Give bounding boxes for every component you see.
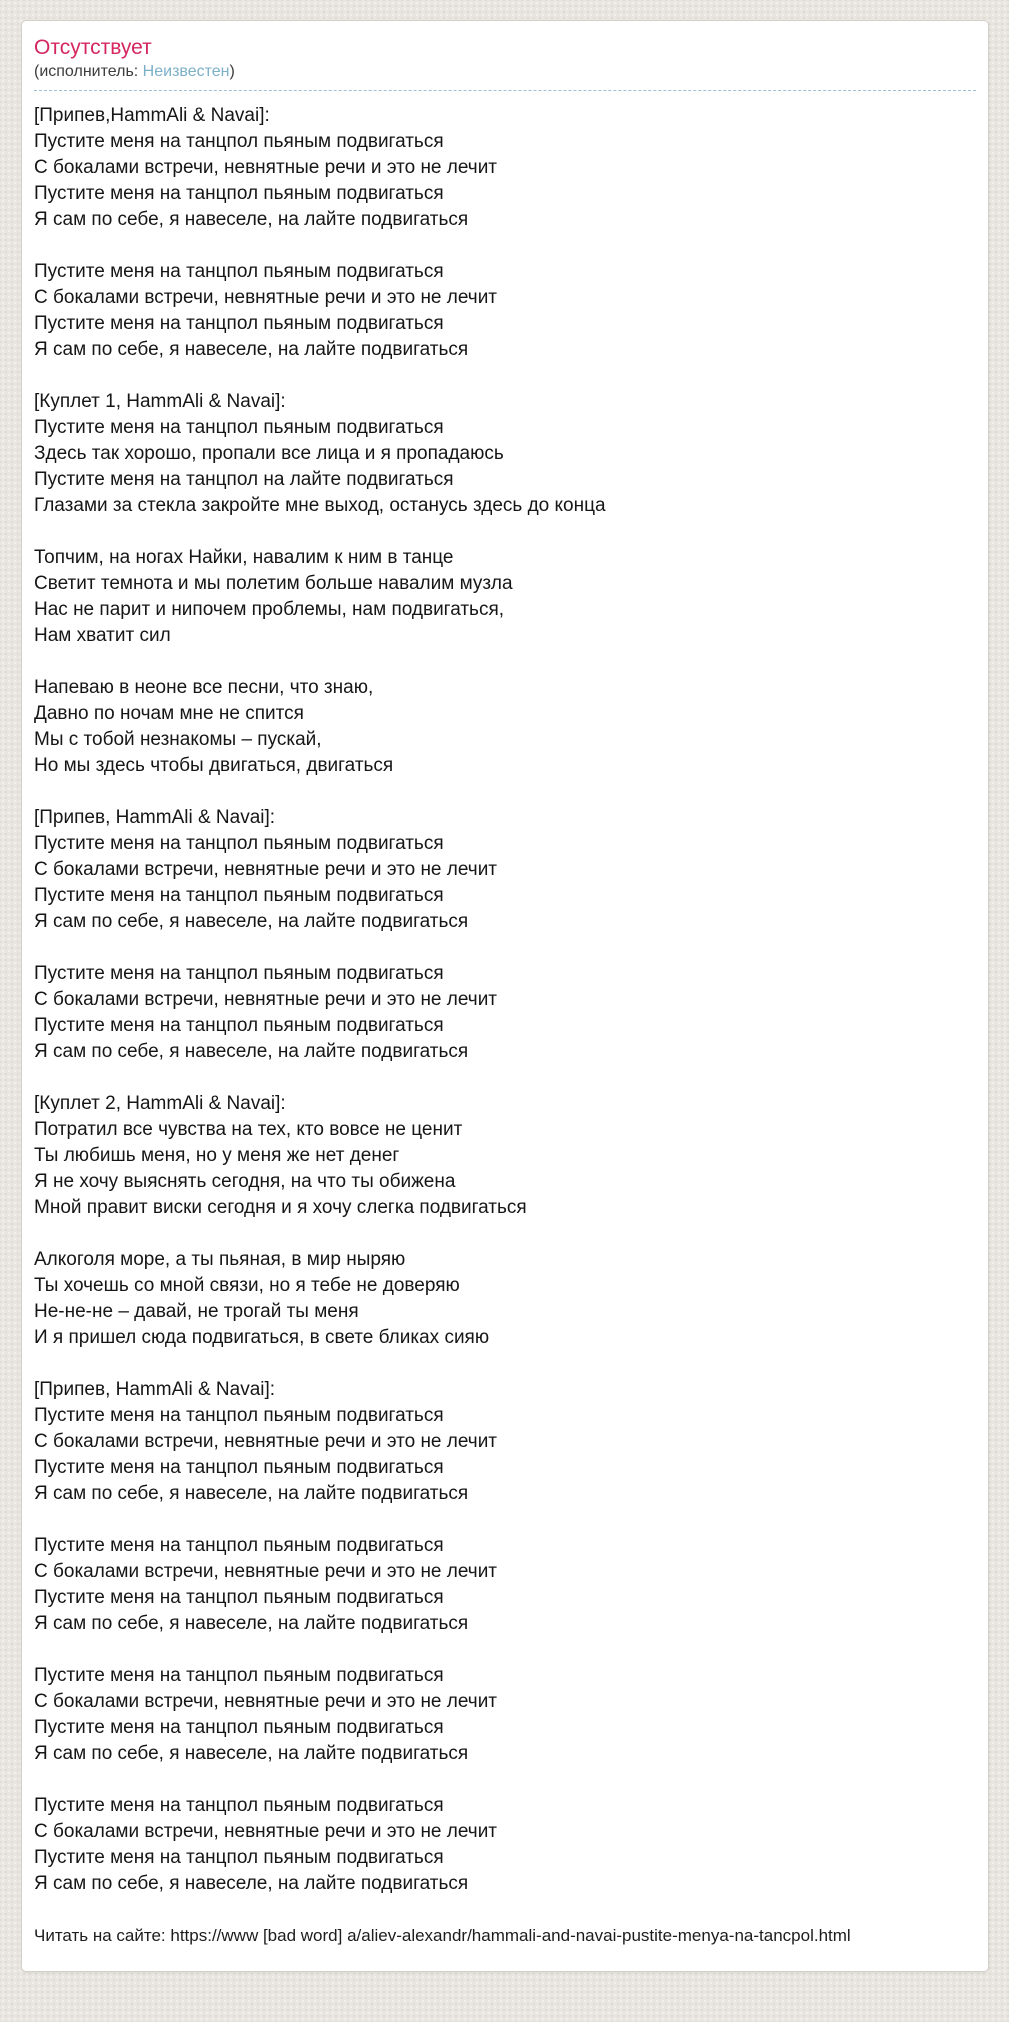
artist-label-prefix: (исполнитель: [34,63,139,80]
lyric-line: С бокалами встречи, невнятные речи и это не лечит [34,1431,498,1452]
lyric-line: Я сам по себе, я навеселе, на лайте подвигаться [34,1743,469,1764]
lyric-line: Не-не-не – давай, не трогай ты меня [34,1301,359,1322]
lyric-line: Пустите меня на танцпол пьяным подвигаться [34,1457,444,1478]
lyric-line: Мной правит виски сегодня и я хочу слегка подвигаться [34,1197,527,1218]
lyric-line: Я сам по себе, я навеселе, на лайте подвигаться [34,1873,469,1894]
lyric-line: Пустите меня на танцпол пьяным подвигаться [34,1665,444,1686]
lyric-line: Топчим, на ногах Найки, навалим к ним в танце [34,547,454,568]
lyric-line: [Куплет 2, HammAli & Navai]: [34,1093,286,1114]
lyric-line: Я сам по себе, я навеселе, на лайте подвигаться [34,209,469,230]
lyric-line: Я сам по себе, я навеселе, на лайте подвигаться [34,1613,469,1634]
lyrics-block [34,961,976,1065]
lyric-line: Я сам по себе, я навеселе, на лайте подвигаться [34,1483,469,1504]
artist-link[interactable]: Неизвестен [142,63,230,80]
song-title-link[interactable]: Отсутствует [34,36,152,59]
lyric-line: Пустите меня на танцпол пьяным подвигаться [34,261,444,282]
lyric-line: Светит темнота и мы полетим больше навалим музла [34,573,513,594]
lyric-line: Пустите меня на танцпол пьяным подвигаться [34,1847,444,1868]
lyric-line: Пустите меня на танцпол пьяным подвигаться [34,1795,444,1816]
lyric-line: Пустите меня на танцпол пьяным подвигаться [34,1717,444,1738]
lyric-line: Мы с тобой незнакомы – пускай, [34,729,322,750]
lyrics-block [34,1793,976,1897]
lyric-line: [Куплет 1, HammAli & Navai]: [34,391,286,412]
lyric-line: Пустите меня на танцпол пьяным подвигаться [34,313,444,334]
lyric-line: Пустите меня на танцпол пьяным подвигаться [34,1015,444,1036]
lyric-line: Пустите меня на танцпол на лайте подвигаться [34,469,454,490]
lyrics-block [34,1533,976,1637]
song-header [34,33,976,91]
lyric-line: Пустите меня на танцпол пьяным подвигаться [34,417,444,438]
lyric-line: Пустите меня на танцпол пьяным подвигаться [34,1535,444,1556]
lyric-line: С бокалами встречи, невнятные речи и это не лечит [34,1821,498,1842]
lyric-line: Ты хочешь со мной связи, но я тебе не доверяю [34,1275,460,1296]
lyrics-card [21,20,989,1972]
lyric-line: Давно по ночам мне не спится [34,703,304,724]
lyric-line: Пустите меня на танцпол пьяным подвигаться [34,963,444,984]
lyric-line: С бокалами встречи, невнятные речи и это не лечит [34,287,498,308]
lyric-line: [Припев, HammAli & Navai]: [34,807,276,828]
lyrics-block [34,1247,976,1351]
lyric-line: Пустите меня на танцпол пьяным подвигаться [34,1587,444,1608]
lyric-line: Алкоголя море, а ты пьяная, в мир ныряю [34,1249,406,1270]
lyric-line: Здесь так хорошо, пропали все лица и я пропадаюсь [34,443,504,464]
lyric-line: С бокалами встречи, невнятные речи и это не лечит [34,1561,498,1582]
lyric-line: Нас не парит и нипочем проблемы, нам подвигаться, [34,599,505,620]
lyrics-block [34,1663,976,1767]
lyrics-block [34,103,976,233]
lyric-line: С бокалами встречи, невнятные речи и это не лечит [34,1691,498,1712]
lyric-line: Я не хочу выяснять сегодня, на что ты обижена [34,1171,456,1192]
lyrics-block [34,259,976,363]
lyric-line: [Припев,HammAli & Navai]: [34,105,270,126]
lyric-line: Но мы здесь чтобы двигаться, двигаться [34,755,394,776]
lyric-line: С бокалами встречи, невнятные речи и это не лечит [34,859,498,880]
lyric-line: Я сам по себе, я навеселе, на лайте подвигаться [34,911,469,932]
lyrics-block [34,1377,976,1507]
lyric-line: Пустите меня на танцпол пьяным подвигаться [34,131,444,152]
lyrics-block [34,805,976,935]
lyric-line: Нам хватит сил [34,625,171,646]
lyric-line: С бокалами встречи, невнятные речи и это не лечит [34,157,498,178]
lyric-line: Ты любишь меня, но у меня же нет денег [34,1145,400,1166]
lyric-line: Пустите меня на танцпол пьяным подвигаться [34,1405,444,1426]
lyric-line: Напеваю в неоне все песни, что знаю, [34,677,374,698]
lyric-line: Пустите меня на танцпол пьяным подвигаться [34,885,444,906]
lyric-line: Потратил все чувства на тех, кто вовсе не ценит [34,1119,463,1140]
artist-row [34,62,976,82]
source-url-line: Читать на сайте: https://www [bad word] a/aliev-alexandr/hammali-and-navai-pustite-menya-na-tancpol.html [34,1926,851,1945]
lyric-line: Пустите меня на танцпол пьяным подвигаться [34,183,444,204]
lyric-line: Я сам по себе, я навеселе, на лайте подвигаться [34,1041,469,1062]
lyrics-text [34,103,976,1897]
lyric-line: Пустите меня на танцпол пьяным подвигаться [34,833,444,854]
lyric-line: [Припев, HammAli & Navai]: [34,1379,276,1400]
lyric-line: И я пришел сюда подвигаться, в свете бликах сияю [34,1327,490,1348]
lyric-line: Я сам по себе, я навеселе, на лайте подвигаться [34,339,469,360]
lyrics-block [34,545,976,649]
lyrics-block [34,389,976,519]
artist-label-suffix: ) [229,63,235,80]
lyric-line: Глазами за стекла закройте мне выход, останусь здесь до конца [34,495,606,516]
lyric-line: С бокалами встречи, невнятные речи и это не лечит [34,989,498,1010]
lyrics-block [34,675,976,779]
lyrics-block [34,1091,976,1221]
